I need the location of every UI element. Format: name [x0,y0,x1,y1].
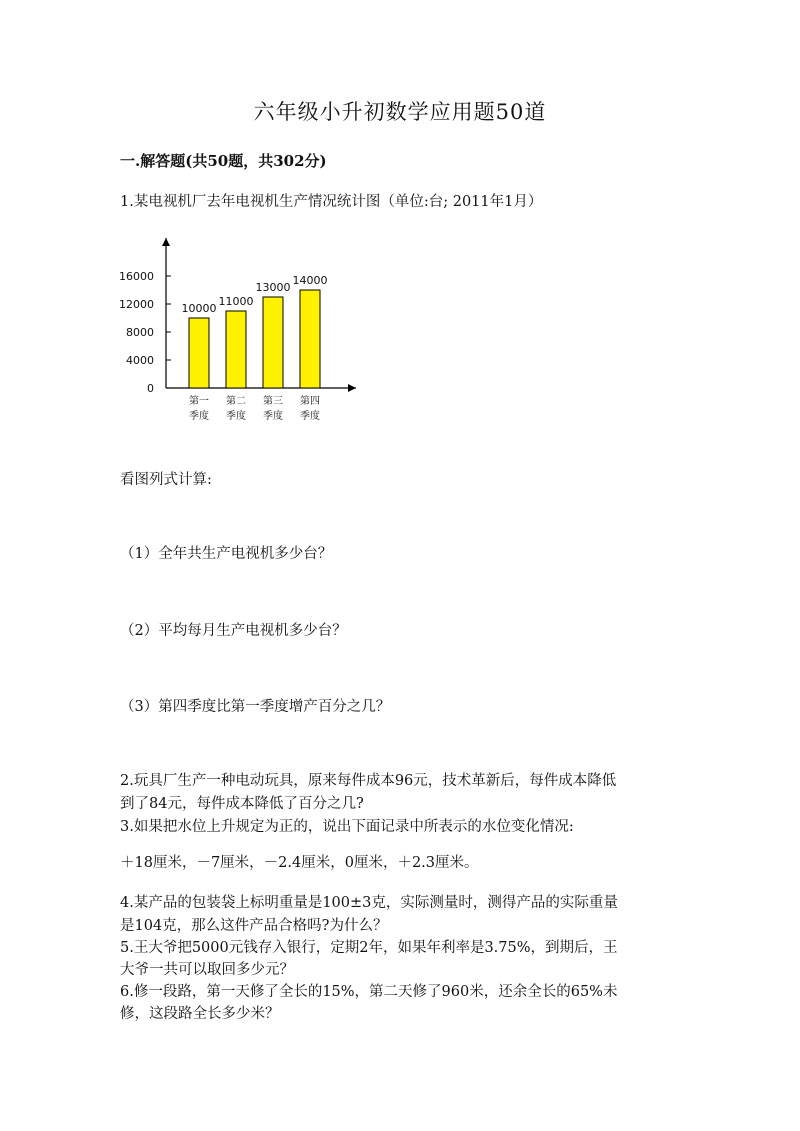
question-5-line-1: 5.王大爷把5000元钱存入银行，定期2年，如果年利率是3.75%，到期后，王 [120,940,618,956]
question-1-part-3: （3）第四季度比第一季度增产百分之几？ [120,699,391,715]
question-6-line-2: 修，这段路全长多少米？ [120,1006,280,1022]
question-2-line-1: 2.玩具厂生产一种电动玩具，原来每件成本96元，技术革新后，每件成本降低 [120,773,617,789]
x-category-label: 季度 [189,411,209,422]
x-category-label: 季度 [226,411,246,422]
x-category-label: 第一 [189,396,209,407]
x-category-label: 季度 [263,411,283,422]
x-category-label: 第三 [263,396,283,407]
production-bar-chart [110,230,380,430]
y-tick-label: 0 [147,382,154,395]
bar [263,297,283,388]
bar-data-label: 10000 [181,302,217,315]
x-category-label: 第四 [300,396,320,407]
question-5-line-2: 大爷一共可以取回多少元？ [120,962,294,978]
y-tick-label: 16000 [119,270,154,283]
y-tick-label: 4000 [126,354,154,367]
question-4-line-1: 4.某产品的包装袋上标明重量是100±3克，实际测量时，测得产品的实际重量 [120,895,618,911]
question-1-stem: 1.某电视机厂去年电视机生产情况统计图（单位:台; 2011年1月） [120,194,543,210]
bar-data-label: 14000 [292,274,328,287]
bar [189,318,209,388]
bar-data-label: 13000 [255,281,291,294]
bar-data-label: 11000 [218,295,254,308]
y-tick-label: 8000 [126,326,154,339]
page-title: 六年级小升初数学应用题50道 [253,100,547,124]
x-category-label: 第二 [226,396,246,407]
question-6-line-1: 6.修一段路，第一天修了全长的15%，第二天修了960米，还余全长的65%未 [120,984,618,1000]
question-3-line-2: ＋18厘米，－7厘米，－2.4厘米，0厘米，＋2.3厘米。 [120,855,479,871]
y-tick-label: 12000 [119,298,154,311]
x-category-label: 季度 [300,411,320,422]
question-2-line-2: 到了84元，每件成本降低了百分之几? [120,796,364,812]
question-1-instruction: 看图列式计算: [120,472,212,488]
section-heading: 一.解答题(共50题，共302分) [120,152,327,170]
bar [300,290,320,388]
question-4-line-2: 是104克，那么这件产品合格吗?为什么？ [120,918,388,934]
question-1-part-1: （1）全年共生产电视机多少台？ [120,546,333,562]
question-3-line-1: 3.如果把水位上升规定为正的，说出下面记录中所表示的水位变化情况: [120,819,574,835]
bar [226,311,246,388]
x-axis-arrow [348,384,356,392]
question-1-part-2: （2）平均每月生产电视机多少台？ [120,623,347,639]
y-axis-arrow [162,238,170,246]
